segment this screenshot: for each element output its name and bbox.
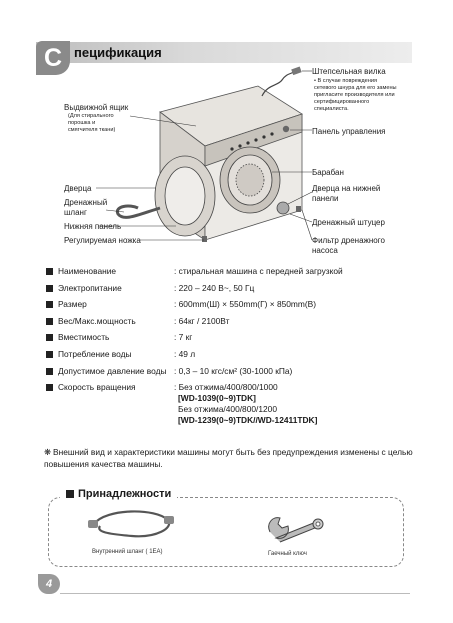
spec-row — [46, 266, 416, 277]
note-text: Внешний вид и характеристики машины могут быть без предупреждения изменены с целью повышения качества машины. — [44, 447, 413, 469]
label-drain-plug: Дренажный штуцер — [312, 218, 385, 227]
spec-row — [46, 349, 416, 360]
spec-name: Допустимое давление воды — [58, 365, 167, 376]
label-bottom-door: Дверца на нижней панели — [312, 184, 381, 203]
bullet-square — [46, 334, 53, 341]
spec-row — [46, 382, 416, 426]
label-plug-note: • В случае повреждения сетевого шнура для его замены пригласите производителя или сертифицированного специалиста. — [314, 78, 397, 112]
label-door: Дверца — [64, 184, 92, 193]
spec-name: Вес/Макс.мощность — [58, 315, 136, 326]
spec-row — [46, 332, 416, 343]
spec-name: Размер — [58, 299, 87, 310]
spec-value: : 64кг / 2100Вт — [174, 315, 230, 326]
door — [155, 156, 215, 236]
spec-value — [174, 382, 416, 426]
spec-value: : 7 кг — [174, 332, 193, 343]
inlet-hose-icon — [86, 506, 176, 546]
wrench-icon — [262, 512, 332, 546]
label-drum: Барабан — [312, 168, 344, 177]
page-title: пецификация — [74, 45, 162, 60]
bullet-square — [46, 301, 53, 308]
spec-value: : стиральная машина с передней загрузкой — [174, 266, 343, 276]
spec-value: : 0,3 – 10 кгс/см² (30-1000 кПа) — [174, 365, 293, 376]
label-drawer-note: (Для стирального порошка и смягчителя ткани) — [68, 113, 116, 133]
note-mark: ❋ — [44, 447, 52, 457]
spec-name: Наименование — [58, 266, 117, 276]
plug-icon — [291, 66, 302, 75]
label-leg: Регулируемая ножка — [64, 236, 141, 245]
spec-row — [46, 366, 416, 377]
spec-row — [46, 316, 416, 327]
spec-name: Электропитание — [58, 282, 122, 293]
spec-name: Вместимость — [58, 332, 110, 343]
wrench-caption: Гаечный ключ — [268, 551, 307, 557]
spec-value: : 49 л — [174, 348, 196, 359]
label-control-panel: Панель управления — [312, 127, 386, 136]
bullet-square — [46, 384, 53, 391]
label-lower-panel: Нижняя панель — [64, 222, 122, 231]
bullet-square — [46, 351, 53, 358]
spec-value: : 220 – 240 В~, 50 Гц — [174, 282, 255, 293]
model-code: [WD-1239(0~9)TDK//WD-12411TDK] — [178, 415, 318, 426]
section-badge: С — [36, 41, 70, 75]
bullet-square — [46, 268, 53, 275]
drum — [220, 147, 280, 213]
spec-value: : 600mm(Ш) × 550mm(Г) × 850mm(В) — [174, 299, 317, 310]
spec-row — [46, 283, 416, 294]
spec-name: Скорость вращения — [58, 382, 136, 393]
label-drain-hose: Дренажный шланг — [64, 198, 108, 217]
hose-caption: Внутренний шланг ( 1ЕА) — [92, 549, 163, 555]
spec-name: Потребление воды — [58, 348, 132, 359]
label-pump-filter: Фильтр дренажного насоса — [312, 236, 385, 255]
bullet-square — [46, 285, 53, 292]
model-code: [WD-1039(0~9)TDK] — [178, 393, 256, 404]
label-drawer: Выдвижной ящик — [64, 103, 129, 112]
footer-divider — [60, 593, 410, 594]
spec-row — [46, 299, 416, 310]
spec-value-line: Без отжима/400/800/1200 — [178, 404, 277, 415]
spec-list — [46, 266, 416, 432]
page-number: 4 — [38, 574, 60, 594]
filter-cap — [277, 202, 289, 214]
bullet-square — [46, 368, 53, 375]
accessories-heading — [60, 488, 177, 500]
bullet-square — [46, 318, 53, 325]
disclaimer-note — [44, 446, 414, 470]
accessories-title: Принадлежности — [78, 488, 172, 500]
label-plug: Штепсельная вилка — [312, 67, 386, 76]
bullet-square — [66, 490, 74, 498]
spec-value-line: : Без отжима/400/800/1000 — [174, 382, 278, 393]
